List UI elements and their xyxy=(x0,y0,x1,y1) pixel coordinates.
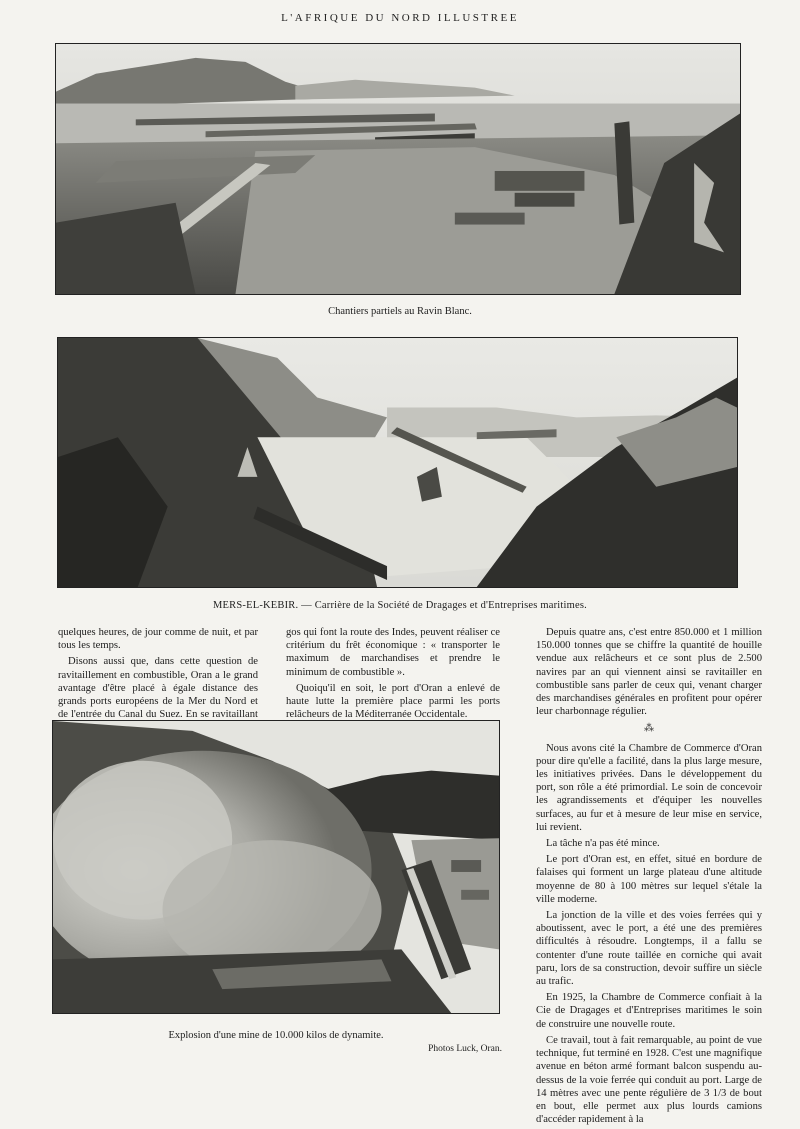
paragraph: quelques heures, de jour comme de nuit, et par tous les temps. xyxy=(58,627,258,652)
text-column-2 xyxy=(286,626,500,724)
page-header: L'AFRIQUE DU NORD ILLUSTREE xyxy=(281,12,519,24)
photo-credit: Photos Luck, Oran. xyxy=(428,1044,502,1054)
explosion-image xyxy=(53,721,499,1013)
paragraph: Quoiqu'il en soit, le port d'Oran a enlevé de haute lutte la première place parmi les ports relâcheurs de la Méditerranée Occidentale. xyxy=(286,682,500,721)
photo-ravin-blanc xyxy=(55,43,741,295)
caption-photo-1: Chantiers partiels au Ravin Blanc. xyxy=(328,306,472,317)
paragraph: La jonction de la ville et des voies ferrées qui y aboutissent, avec le port, a été une des premières difficultés à résoudre. Longtemps, il a fallu se contenter d'une route taillée en corniche qui avait paru, lors de sa construction, devoir suffire un siècle au trafic. xyxy=(536,910,762,988)
quarry-image xyxy=(58,338,737,587)
ornament-asterism: ⁂ xyxy=(644,723,654,735)
paragraph: gos qui font la route des Indes, peuvent réaliser ce critérium du frêt économique : « transporter le maximum de marchandises et prendre le minimum de combustible ». xyxy=(286,627,500,678)
paragraph: Disons aussi que, dans cette question de ravitaillement en combustible, Oran a le grand avantage d'être placé à égale distance des grands ports européens de la Mer du Nord et de l'entrée du Canal du Suez. En se ravitaillant xyxy=(58,656,258,721)
paragraph: Ce travail, tout à fait remarquable, au point de vue technique, fut terminé en 1928. C'est une magnifique avenue en béton armé formant balcon suspendu au-dessus de la voie ferrée qui conduit au port. Large de 14 mètres avec une pente régulière de 3 1/3 de bout en bout, elle permet aux plus lourds camions d'accéder rapidement à la xyxy=(536,1034,762,1126)
paragraph: Nous avons cité la Chambre de Commerce d'Oran pour dire qu'elle a facilité, dans la plus large mesure, les initiatives privées. Dans le développement du port, son rôle a été primordial. Le soin de concevoir les agrandissements et d'équiper les nouvelles surfaces, au fur et à mesure de leur mise en service, lui revient. xyxy=(536,742,762,833)
photo-explosion xyxy=(52,720,500,1014)
text-column-3 xyxy=(536,626,762,1129)
paragraph: Le port d'Oran est, en effet, situé en bordure de falaises qui forment un large plateau d'une altitude moyenne de 80 à 100 mètres sur lequel s'étale la ville moderne. xyxy=(536,854,762,905)
caption-photo-2: MERS-EL-KEBIR. — Carrière de la Société de Dragages et d'Entreprises maritimes. xyxy=(213,600,587,611)
photo-mers-el-kebir xyxy=(57,337,738,588)
caption-photo-3: Explosion d'une mine de 10.000 kilos de dynamite. xyxy=(168,1030,384,1041)
harbour-panorama-image xyxy=(56,44,740,294)
paragraph: La tâche n'a pas été mince. xyxy=(546,838,660,850)
paragraph: Depuis quatre ans, c'est entre 850.000 et 1 million 150.000 tonnes que se chiffre la quantité de houille vendue aux relâcheurs et ce sont plus de 2.500 navires par an qui viennent ainsi se ravitailler en combustible sans parler de ceux qui, venant charger des marchandises générales en profitent pour opérer leur charbonnage régulier. xyxy=(536,627,762,718)
paragraph: En 1925, la Chambre de Commerce confiait à la Cie de Dragages et d'Entreprises maritimes le soin de construire une nouvelle route. xyxy=(536,992,762,1030)
